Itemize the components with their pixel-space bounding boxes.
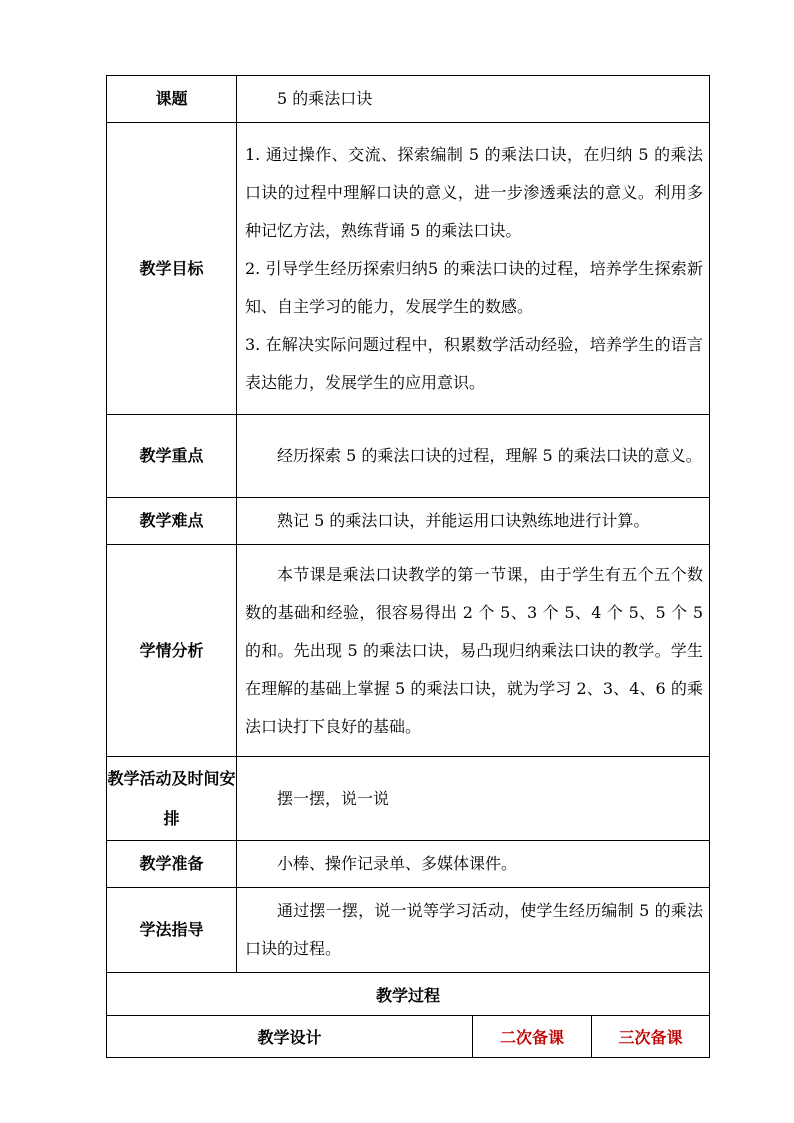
objective-item-2: 2. 引导学生经历探索归纳5 的乘法口诀的过程，培养学生探索新知、自主学习的能力，发展学生的数感。 [245,258,704,316]
activities-row [107,757,710,841]
analysis-label: 学情分析 [107,545,237,757]
process-columns-row [107,1016,710,1058]
difficulty-row [107,498,710,545]
activities-label: 教学活动及时间安排 [107,757,237,841]
difficulty-value: 熟记 5 的乘法口诀，并能运用口诀熟练地进行计算。 [277,511,650,530]
analysis-row [107,545,710,757]
difficulty-label: 教学难点 [107,498,237,545]
method-row [107,888,710,973]
key-point-value: 经历探索 5 的乘法口诀的过程，理解 5 的乘法口诀的意义。 [277,446,702,465]
objective-item-1: 1. 通过操作、交流、探索编制 5 的乘法口诀，在归纳 5 的乘法口诀的过程中理解口诀的意义，进一步渗透乘法的意义。利用多种记忆方法，熟练背诵 5 的乘法口诀。 [245,144,704,240]
method-value: 通过摆一摆，说一说等学习活动，使学生经历编制 5 的乘法口诀的过程。 [245,901,704,958]
design-column-header: 教学设计 [107,1016,473,1058]
difficulty-content [237,498,710,545]
preparation-label: 教学准备 [107,841,237,888]
key-point-label: 教学重点 [107,415,237,498]
preparation-value: 小棒、操作记录单、多媒体课件。 [277,854,518,873]
lesson-plan-table [106,75,710,1058]
topic-value: 5 的乘法口诀 [237,76,710,123]
topic-row [107,76,710,123]
analysis-value: 本节课是乘法口诀教学的第一节课，由于学生有五个五个数数的基础和经验，很容易得出 2 个 5、3 个 5、4 个 5、5 个 5 的和。先出现 5 的乘法口诀，易凸现归纳乘法口诀的教学。学生在理解的基础上掌握 5 的乘法口诀，就为学习 2、3、4、6 的乘法口诀打下良好的基础。 [245,564,704,736]
objective-item-3: 3. 在解决实际问题过程中，积累数学活动经验，培养学生的语言表达能力，发展学生的应用意识。 [245,334,704,392]
second-prep-column-header: 二次备课 [473,1016,592,1058]
key-point-content [237,415,710,498]
activities-content [237,757,710,841]
process-title: 教学过程 [107,973,710,1016]
method-label: 学法指导 [107,888,237,973]
activities-value: 摆一摆，说一说 [277,788,390,808]
analysis-content [237,545,710,757]
preparation-content [237,841,710,888]
objectives-content [237,123,710,415]
topic-label: 课题 [107,76,237,123]
third-prep-column-header: 三次备课 [592,1016,710,1058]
key-point-row [107,415,710,498]
objectives-label: 教学目标 [107,123,237,415]
method-content [237,888,710,973]
preparation-row [107,841,710,888]
process-title-row [107,973,710,1016]
objectives-row [107,123,710,415]
